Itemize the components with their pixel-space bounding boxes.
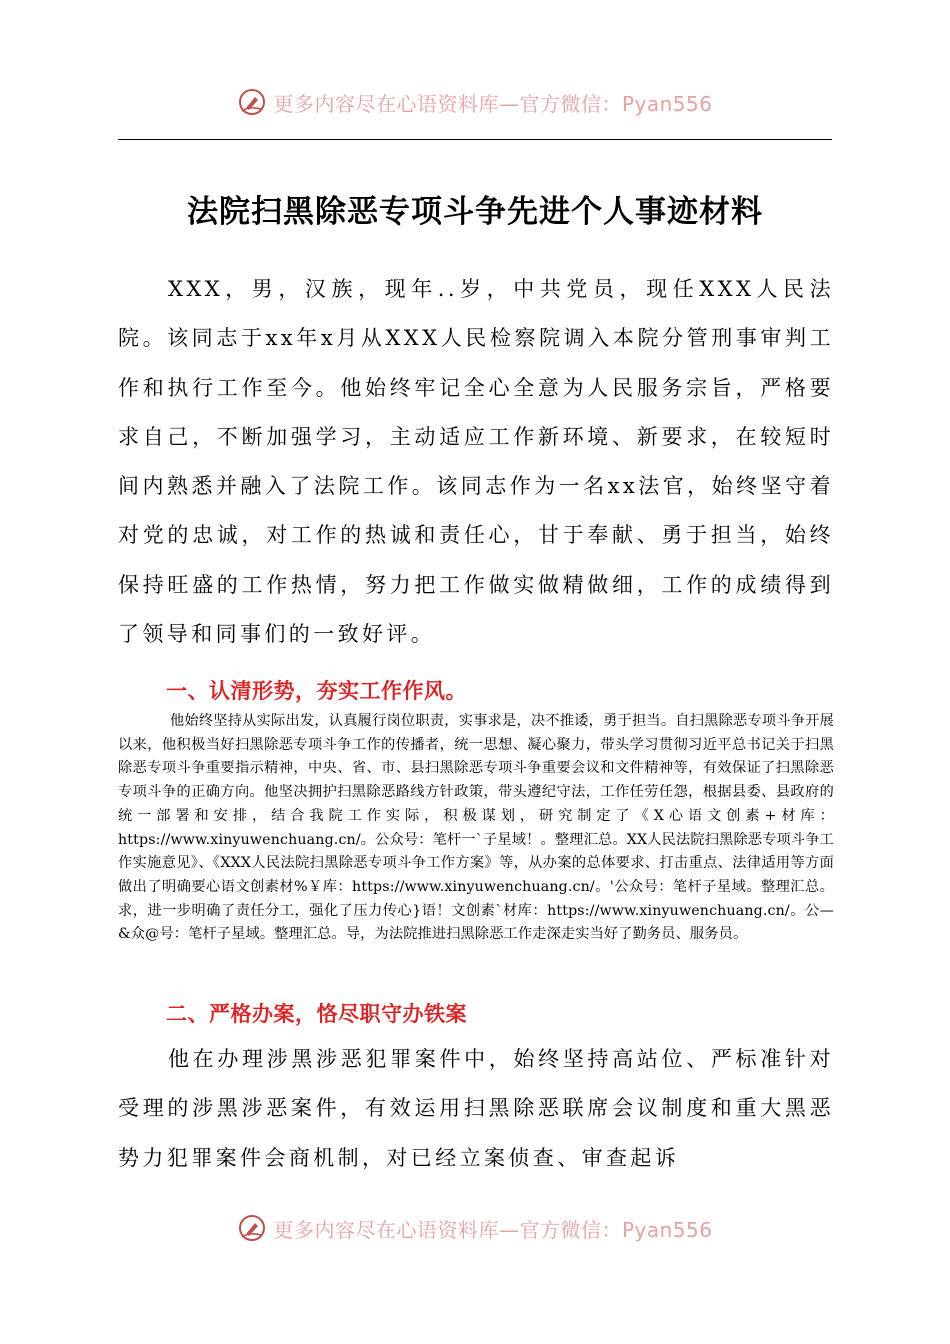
section1-heading: 一、认清形势，夯实工作作风。 (166, 679, 467, 703)
header-banner (0, 84, 950, 120)
section1-paragraph: 他始终坚持从实际出发，认真履行岗位职责，实事求是，决不推诿，勇于担当。自扫黑除恶专项斗争开展以来，他积极当好扫黑除恶专项斗争工作的传播者，统一思想、凝心聚力，带头学习贯彻习近平总书记关于扫黑除恶专项斗争重要指示精神，中央、省、市、县扫黑除恶专项斗争重要会议和文件精神等，有效保证了扫黑除恶专项斗争的正确方向。他坚决拥护扫黑除恶路线方针政策，带头遵纪守法，工作任劳任怨，根据县委、县政府的统一部署和安排，结合我院工作实际，积极谋划，研究制定了《X心语文创素+材库：https://www.xinyuwenchuang.cn/。公众号：笔杆一`子星域！。整理汇总。XX人民法院扫黑除恶专项斗争工作实施意见》、《XXX人民法院扫黑除恶专项斗争工作方案》等，从办案的总体要求、打击重点、法律适用等方面做出了明确要心语文创素材%￥库：https://www.xinyuwenchuang.cn/。'公众号：笔杆子星域。整理汇总。求，进一步明确了责任分工，强化了压力传心}语！文创素`材库：https://www.xinyuwenchuang.cn/。公—&众@号：笔杆子星域。整理汇总。导，为法院推进扫黑除恶工作走深走实当好了勤务员、服务员。 (118, 713, 834, 943)
header-banner-text: 更多内容尽在心语资料库—官方微信：Pyan556 (273, 91, 713, 116)
section2-heading: 二、严格办案，恪尽职守办铁案 (166, 1002, 467, 1026)
intro-paragraph: XXX，男，汉族，现年..岁，中共党员，现任XXX人民法院。该同志于xx年x月从XXX人民检察院调入本院分管刑事审判工作和执行工作至今。他始终牢记全心全意为人民服务宗旨，严格要求自己，不断加强学习，主动适应工作新环境、新要求，在较短时间内熟悉并融入了法院工作。该同志作为一名xx法官，始终坚守着对党的忠诚，对工作的热诚和责任心，甘于奉献、勇于担当，始终保持旺盛的工作热情，努力把工作做实做精做细，工作的成绩得到了领导和同事们的一致好评。 (118, 277, 834, 647)
pen-nib-logo-icon (237, 1213, 267, 1243)
section2-paragraph: 他在办理涉黑涉恶犯罪案件中，始终坚持高站位、严标准针对受理的涉黑涉恶案件，有效运用扫黑除恶联席会议制度和重大黑恶势力犯罪案件会商机制，对已经立案侦查、审查起诉 (118, 1047, 834, 1170)
document-title: 法院扫黑除恶专项斗争先进个人事迹材料 (187, 194, 763, 230)
footer-banner (0, 1210, 950, 1246)
pen-nib-logo-icon (237, 87, 267, 117)
footer-banner-text: 更多内容尽在心语资料库—官方微信：Pyan556 (273, 1217, 713, 1242)
header-divider (118, 139, 832, 140)
